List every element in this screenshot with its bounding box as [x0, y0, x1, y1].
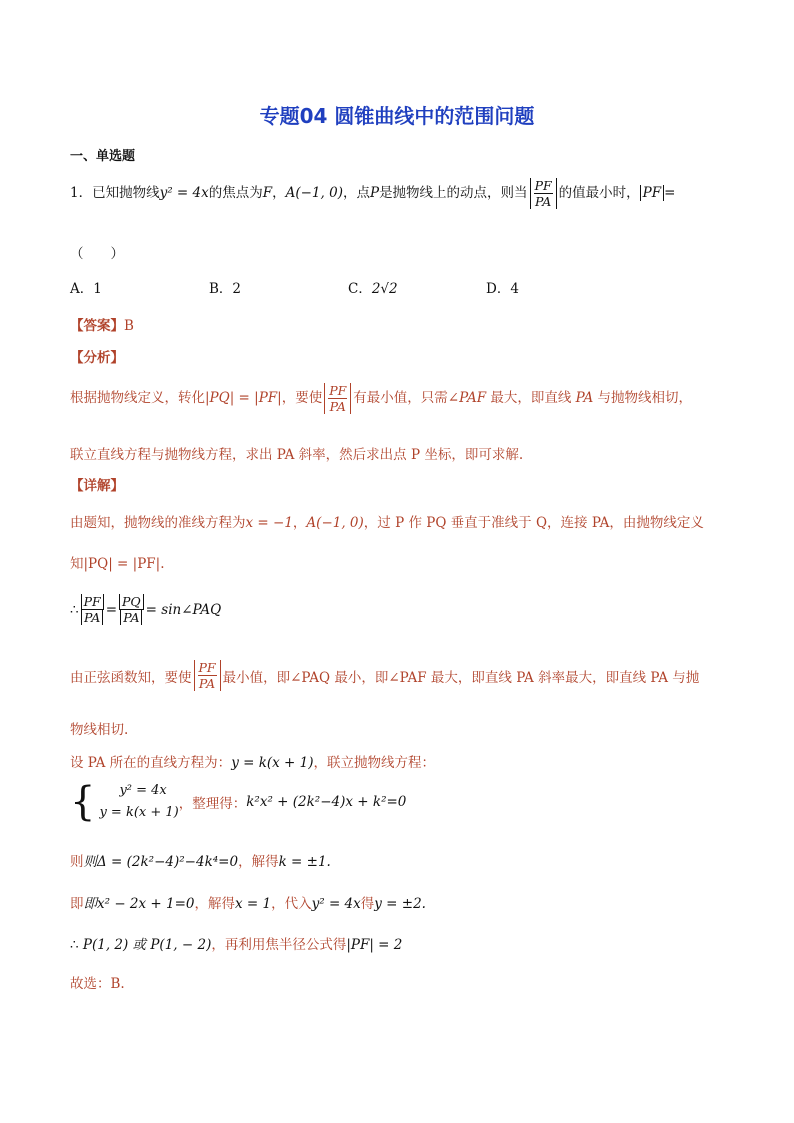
left-brace-icon: { [70, 779, 96, 825]
answer-line: 【答案】B [70, 318, 134, 334]
option-c: C．2√2 [348, 281, 398, 297]
detail-line-6: 设 PA 所在的直线方程为：y = k(x + 1)，联立抛物线方程： [70, 755, 436, 771]
ratio-fraction: $\frac{PF}{PA}$ [530, 178, 557, 209]
detail-line-1: 由题知，抛物线的准线方程为x = −1，A(−1, 0)，过 P 作 PQ 垂直于准线于 Q，连接 PA，由抛物线定义 [70, 515, 704, 531]
detail-line-8: 则则Δ = (2k²−4)²−4k⁴=0，解得k = ±1. [70, 854, 331, 870]
analysis-tag: 【分析】 [70, 350, 124, 366]
detail-line-11: 故选：B. [70, 976, 125, 992]
analysis-line-2: 联立直线方程与抛物线方程，求出 PA 斜率，然后求出点 P 坐标，即可求解. [70, 447, 524, 463]
detail-tag: 【详解】 [70, 478, 124, 494]
detail-line-4: 由正弦函数知，要使 $\frac{PF}{PA}$ 最小值，即∠PAQ 最小，即∠PAF 最大，即直线 PA 斜率最大，即直线 PA 与抛 [70, 660, 700, 691]
option-d: D．4 [486, 281, 519, 297]
option-a: A．1 [70, 281, 102, 297]
detail-line-10: ∴ P(1, 2) 或 P(1, − 2)，再利用焦半径公式得|PF| = 2 [70, 937, 403, 953]
detail-line-5: 物线相切. [70, 722, 129, 738]
equation-system: { y² = 4x y = k(x + 1) ，整理得： k²x² + (2k²−4)x + k²=0 [70, 779, 407, 825]
analysis-fraction: $\frac{PF}{PA}$ [324, 383, 351, 414]
question-stem: 1．已知抛物线y² = 4x的焦点为F，A(−1, 0)，点P是抛物线上的动点，则当 $\frac{PF}{PA}$ 的值最小时， PF = [70, 178, 676, 209]
option-b: B．2 [209, 281, 242, 297]
detail-line-2: 知|PQ| = |PF|. [70, 556, 165, 572]
section-heading: 一、单选题 [70, 149, 136, 164]
question-paren: （ ） [70, 246, 124, 262]
detail-line-3: ∴ $\frac{PF}{PA}$ = $\frac{PQ}{PA}$ = sin∠PAQ [70, 594, 222, 625]
page-title: 专题04 圆锥曲线中的范围问题 [259, 104, 535, 128]
analysis-line-1: 根据抛物线定义，转化|PQ| = |PF|，要使 $\frac{PF}{PA}$ 有最小值，只需∠PAF 最大，即直线 PA 与抛物线相切， [70, 383, 693, 414]
detail-line-9: 即即x² − 2x + 1=0，解得x = 1，代入y² = 4x得y = ±2. [70, 896, 426, 912]
